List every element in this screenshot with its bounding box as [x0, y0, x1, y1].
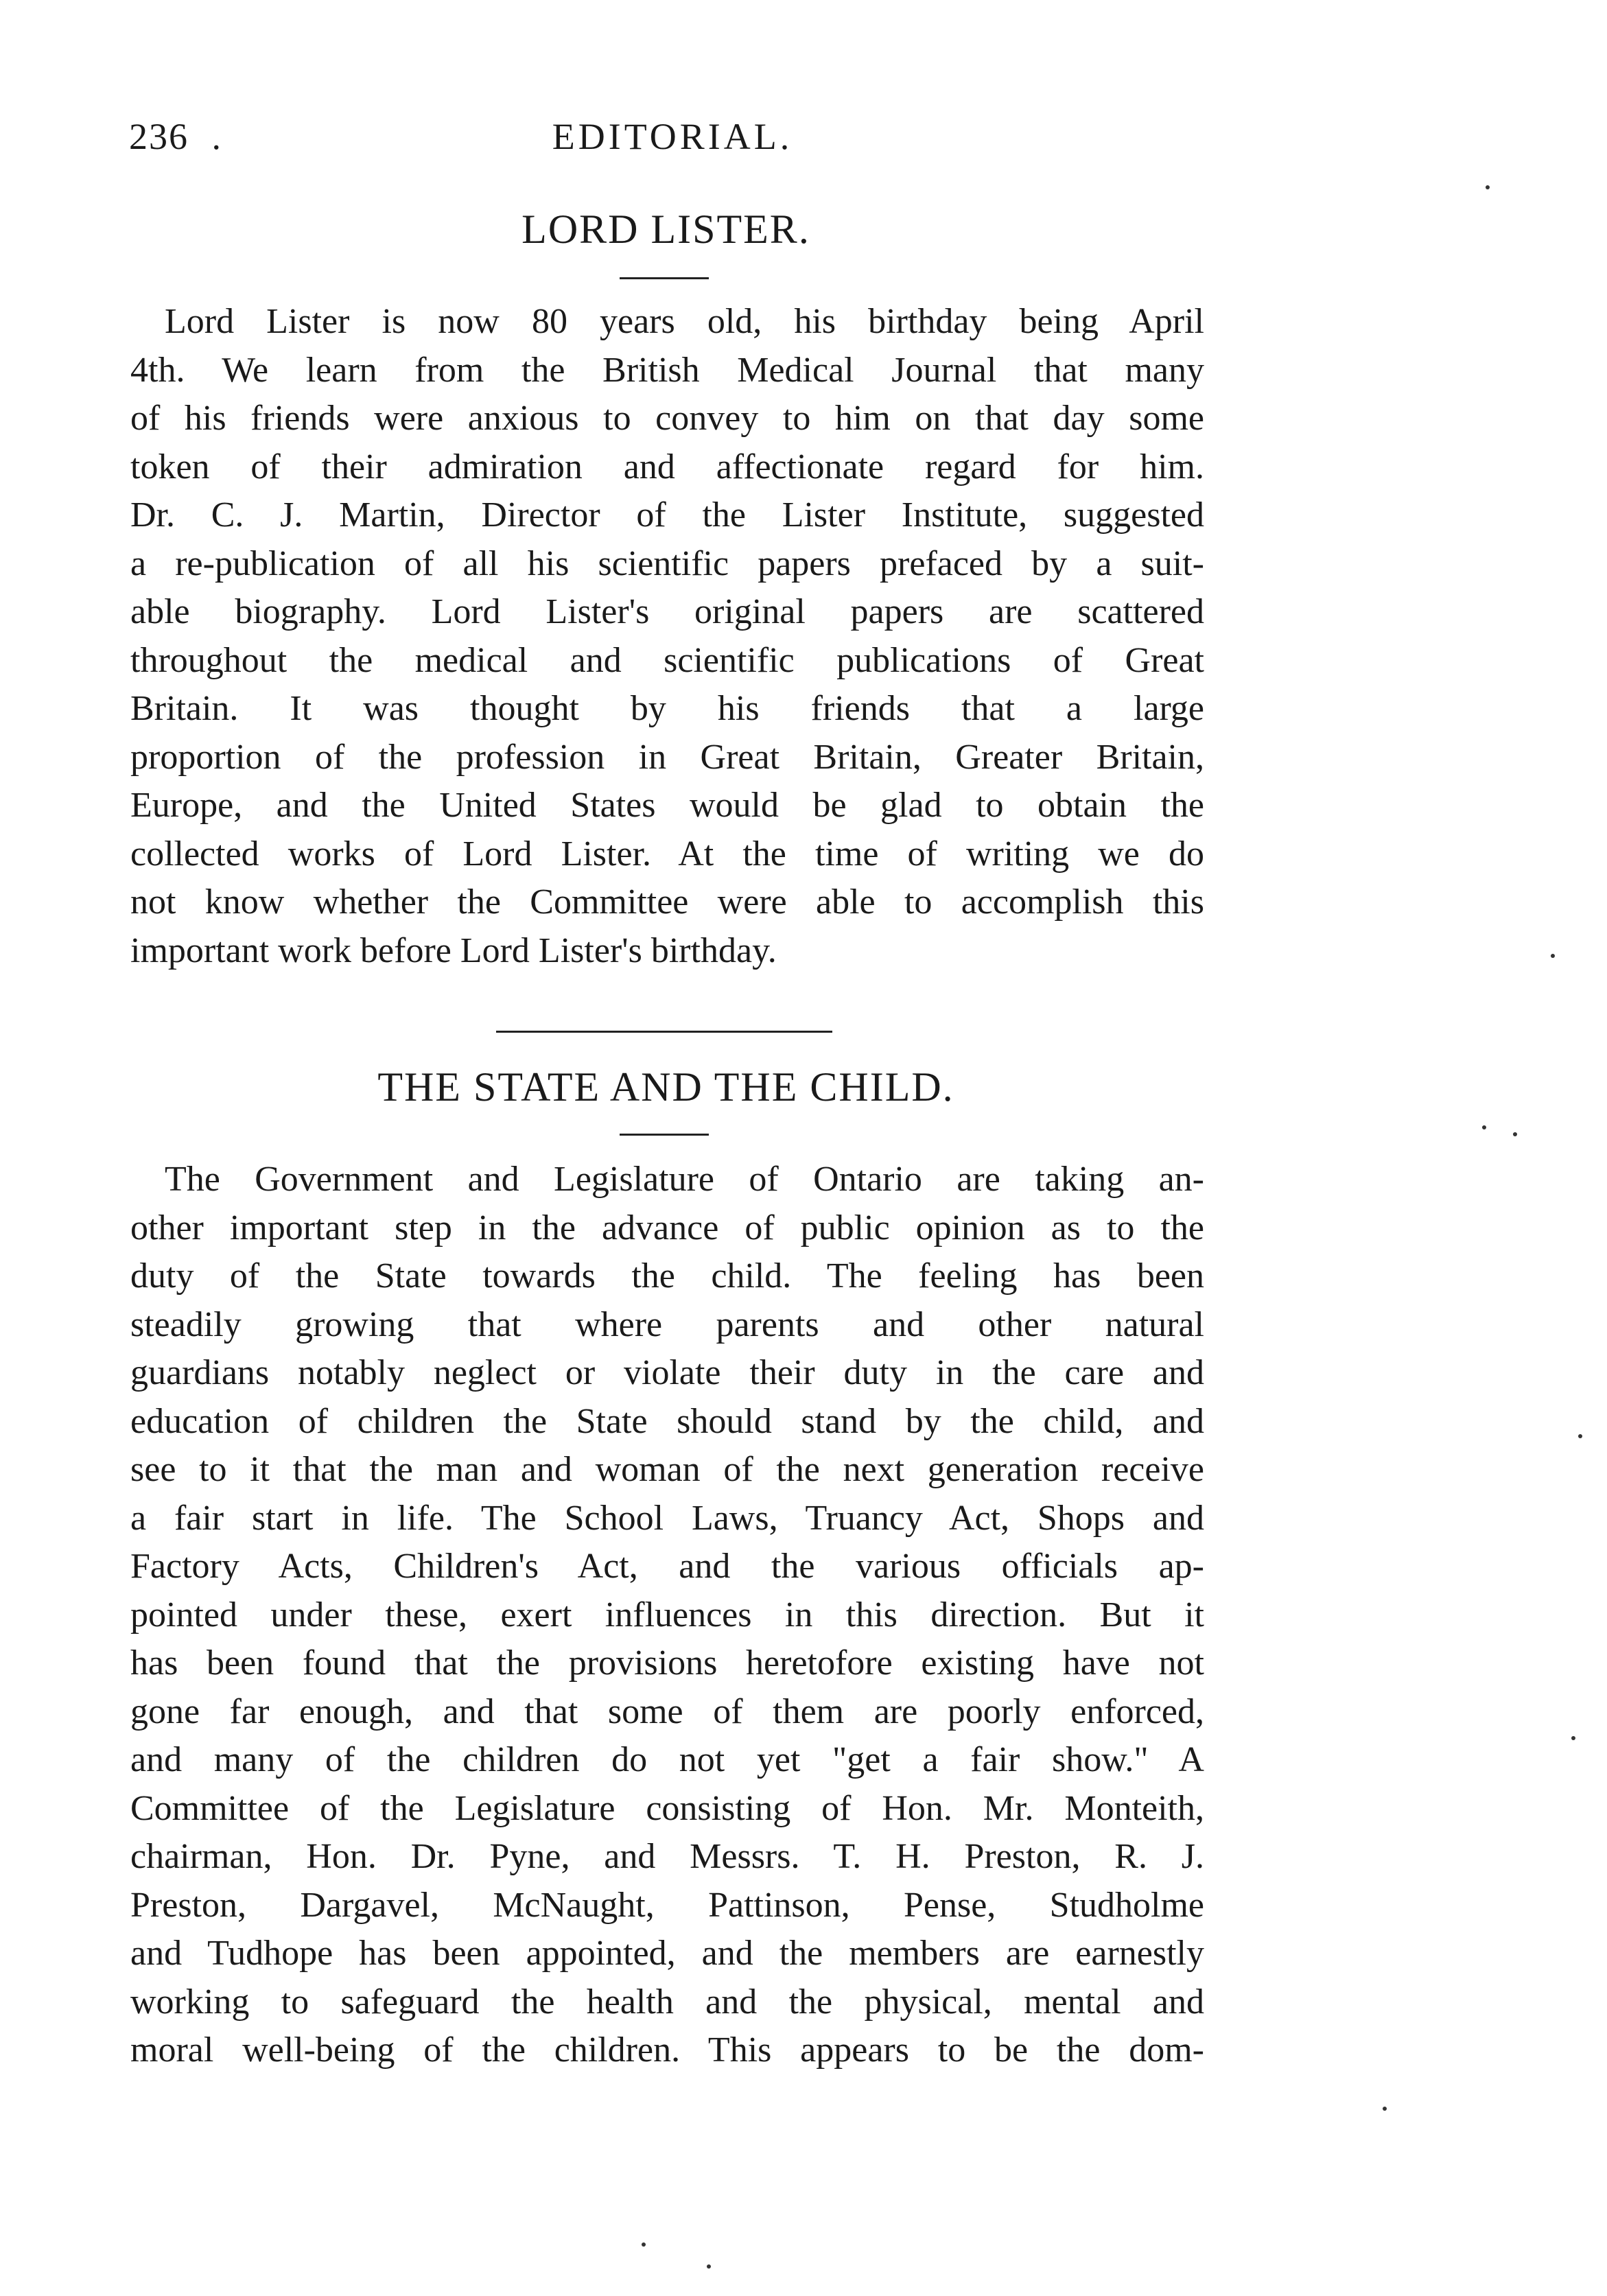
- text-line: important work before Lord Lister's birthday.: [130, 930, 777, 970]
- text-line: pointed under these, exert influences in this direction. But it: [130, 1595, 1204, 1635]
- scan-speck: [642, 2242, 646, 2247]
- text-line: moral well-being of the children. This appears to be the dom-: [130, 2030, 1204, 2070]
- section-divider-rule: [496, 1031, 832, 1033]
- text-line: see to it that the man and woman of the next generation receive: [130, 1450, 1204, 1489]
- article-body-state-and-child: [130, 1156, 1204, 2075]
- text-line: Britain. It was thought by his friends that a large: [130, 689, 1204, 728]
- text-line: Lord Lister is now 80 years old, his birthday being April: [165, 302, 1204, 341]
- text-line: able biography. Lord Lister's original papers are scattered: [130, 592, 1204, 631]
- text-line: working to safeguard the health and the physical, mental and: [130, 1982, 1204, 2022]
- scan-speck: [1482, 1125, 1486, 1129]
- text-line: steadily growing that where parents and other natural: [130, 1304, 1204, 1344]
- text-line: 4th. We learn from the British Medical Journal that many: [130, 350, 1204, 390]
- text-line: not know whether the Committee were able to accomplish this: [130, 882, 1204, 922]
- article-title-lord-lister: LORD LISTER.: [521, 207, 810, 252]
- text-line: Factory Acts, Children's Act, and the various officials ap-: [130, 1547, 1204, 1586]
- page-number-value: 236: [129, 116, 189, 157]
- scan-speck: [1571, 1736, 1575, 1740]
- text-line: Preston, Dargavel, McNaught, Pattinson, Pense, Studholme: [130, 1885, 1204, 1925]
- scan-speck: [1486, 185, 1490, 189]
- text-line: Committee of the Legislature consisting of Hon. Mr. Monteith,: [130, 1788, 1204, 1828]
- text-line: collected works of Lord Lister. At the time of writing we do: [130, 834, 1204, 874]
- article-title-state-and-child: THE STATE AND THE CHILD.: [377, 1064, 954, 1110]
- article-body-lord-lister: [130, 298, 1204, 975]
- text-line: a fair start in life. The School Laws, Truancy Act, Shops and: [130, 1498, 1204, 1538]
- text-line: gone far enough, and that some of them are poorly enforced,: [130, 1691, 1204, 1731]
- running-head: EDITORIAL.: [552, 116, 793, 157]
- text-line: Dr. C. J. Martin, Director of the Lister Institute, suggested: [130, 495, 1204, 535]
- scan-speck: [1513, 1132, 1517, 1136]
- text-line: Europe, and the United States would be glad to obtain the: [130, 786, 1204, 825]
- page-number-separator: .: [211, 116, 222, 157]
- scan-speck: [1578, 1434, 1582, 1438]
- text-line: and Tudhope has been appointed, and the members are earnestly: [130, 1934, 1204, 1973]
- scan-speck: [1551, 954, 1555, 958]
- text-line: The Government and Legislature of Ontario are taking an-: [165, 1160, 1204, 1199]
- text-line: guardians notably neglect or violate their duty in the care and: [130, 1353, 1204, 1392]
- text-line: education of children the State should stand by the child, and: [130, 1401, 1204, 1441]
- text-line: a re-publication of all his scientific papers prefaced by a suit-: [130, 543, 1204, 583]
- text-line: chairman, Hon. Dr. Pyne, and Messrs. T. H. Preston, R. J.: [130, 1837, 1204, 1876]
- text-line: of his friends were anxious to convey to him on that day some: [130, 399, 1204, 438]
- text-line: other important step in the advance of public opinion as to the: [130, 1208, 1204, 1247]
- scan-speck: [1383, 2107, 1387, 2111]
- text-line: throughout the medical and scientific publications of Great: [130, 640, 1204, 680]
- text-line: has been found that the provisions heretofore existing have not: [130, 1643, 1204, 1683]
- text-line: proportion of the profession in Great Britain, Greater Britain,: [130, 737, 1204, 777]
- text-line: and many of the children do not yet "get a fair show." A: [130, 1740, 1204, 1779]
- title-underline-rule: [620, 277, 709, 279]
- text-line: duty of the State towards the child. The feeling has been: [130, 1256, 1204, 1296]
- title-underline-rule: [620, 1134, 709, 1136]
- scan-speck: [707, 2264, 711, 2269]
- text-line: token of their admiration and affectionate regard for him.: [130, 447, 1204, 487]
